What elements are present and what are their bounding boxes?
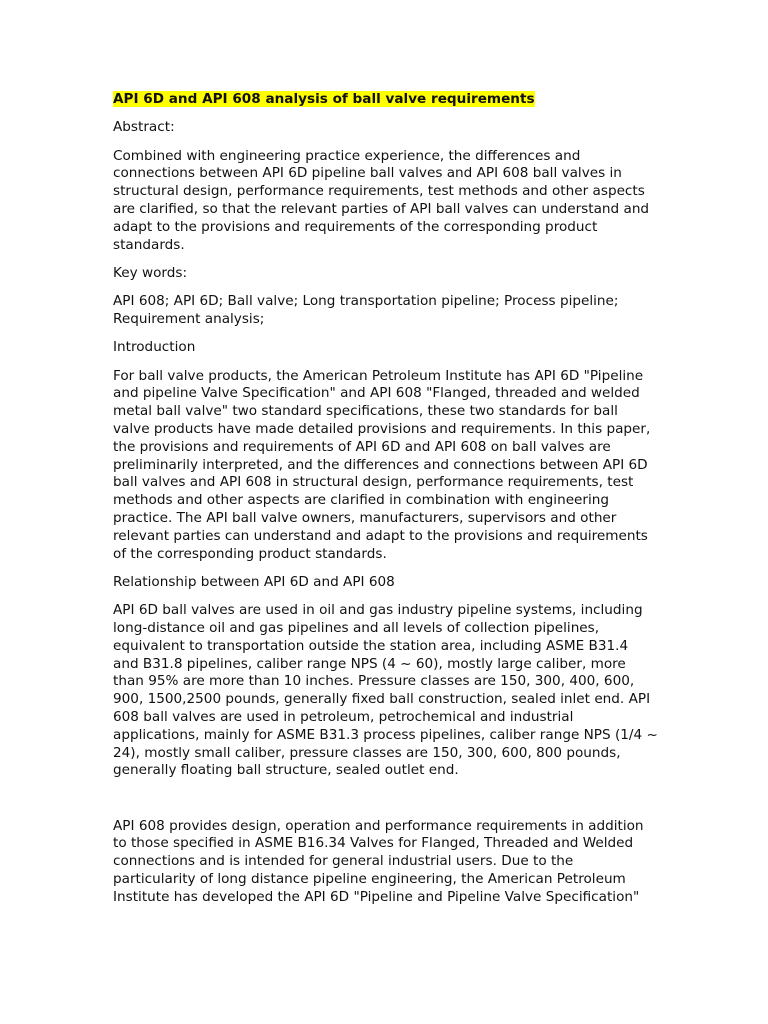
abstract-heading: Abstract: — [113, 119, 175, 136]
introduction-paragraph: For ball valve products, the American Petroleum Institute has API 6D "Pipeline and pipeline Valve Specification" and API 608 "Flanged, threaded and welded metal ball valve" two standard specifications, these two standards for ball valve products have made detailed provisions and requirements. In this paper, the provisions and requirements of API 6D and API 608 on ball valves are preliminarily interpreted, and the differences and connections between API 6D ball valves and API 608 in structural design, performance requirements, test methods and other aspects are clarified in combination with engineering practice. The API ball valve owners, manufacturers, supervisors and other relevant parties can understand and adapt to the provisions and requirements of the corresponding product standards. — [113, 367, 651, 562]
paragraph-spacer — [113, 791, 658, 818]
relationship-heading: Relationship between API 6D and API 608 — [113, 573, 395, 590]
abstract-paragraph: Combined with engineering practice experience, the differences and connections between API 6D pipeline ball valves and API 608 ball valves in structural design, performance requirements, test methods and other aspects are clarified, so that the relevant parties of API ball valves can understand and adapt to the provisions and requirements of the corresponding product standards. — [113, 147, 650, 253]
introduction-heading: Introduction — [113, 339, 196, 356]
relationship-paragraph: API 6D ball valves are used in oil and gas industry pipeline systems, including long-distance oil and gas pipelines and all levels of collection pipelines, equivalent to transportation outside the station area, including ASME B31.4 and B31.8 pipelines, caliber range NPS (4 ~ 60), mostly large caliber, more than 95% are more than 10 inches. Pressure classes are 150, 300, 400, 600, 900, 1500,2500 pounds, generally fixed ball construction, sealed inlet end. API 608 ball valves are used in petroleum, petrochemical and industrial applications, mainly for ASME B31.3 process pipelines, caliber range NPS (1/4 ~ 24), mostly small caliber, pressure classes are 150, 300, 600, 800 pounds, generally floating ball structure, sealed outlet end. — [113, 602, 658, 779]
title-line — [113, 91, 658, 109]
keywords-heading: Key words: — [113, 264, 188, 281]
api608-paragraph: API 608 provides design, operation and performance requirements in addition to those specified in ASME B16.34 Valves for Flanged, Threaded and Welded connections and is intended for general industrial users. Due to the particularity of long distance pipeline engineering, the American Petroleum Institute has developed the API 6D "Pipeline and Pipeline Valve Specification" — [113, 817, 644, 905]
document-title: API 6D and API 608 analysis of ball valve requirements — [113, 91, 535, 107]
document-body — [113, 91, 658, 917]
keywords-paragraph: API 608; API 6D; Ball valve; Long transportation pipeline; Process pipeline; Requirement analysis; — [113, 293, 619, 327]
